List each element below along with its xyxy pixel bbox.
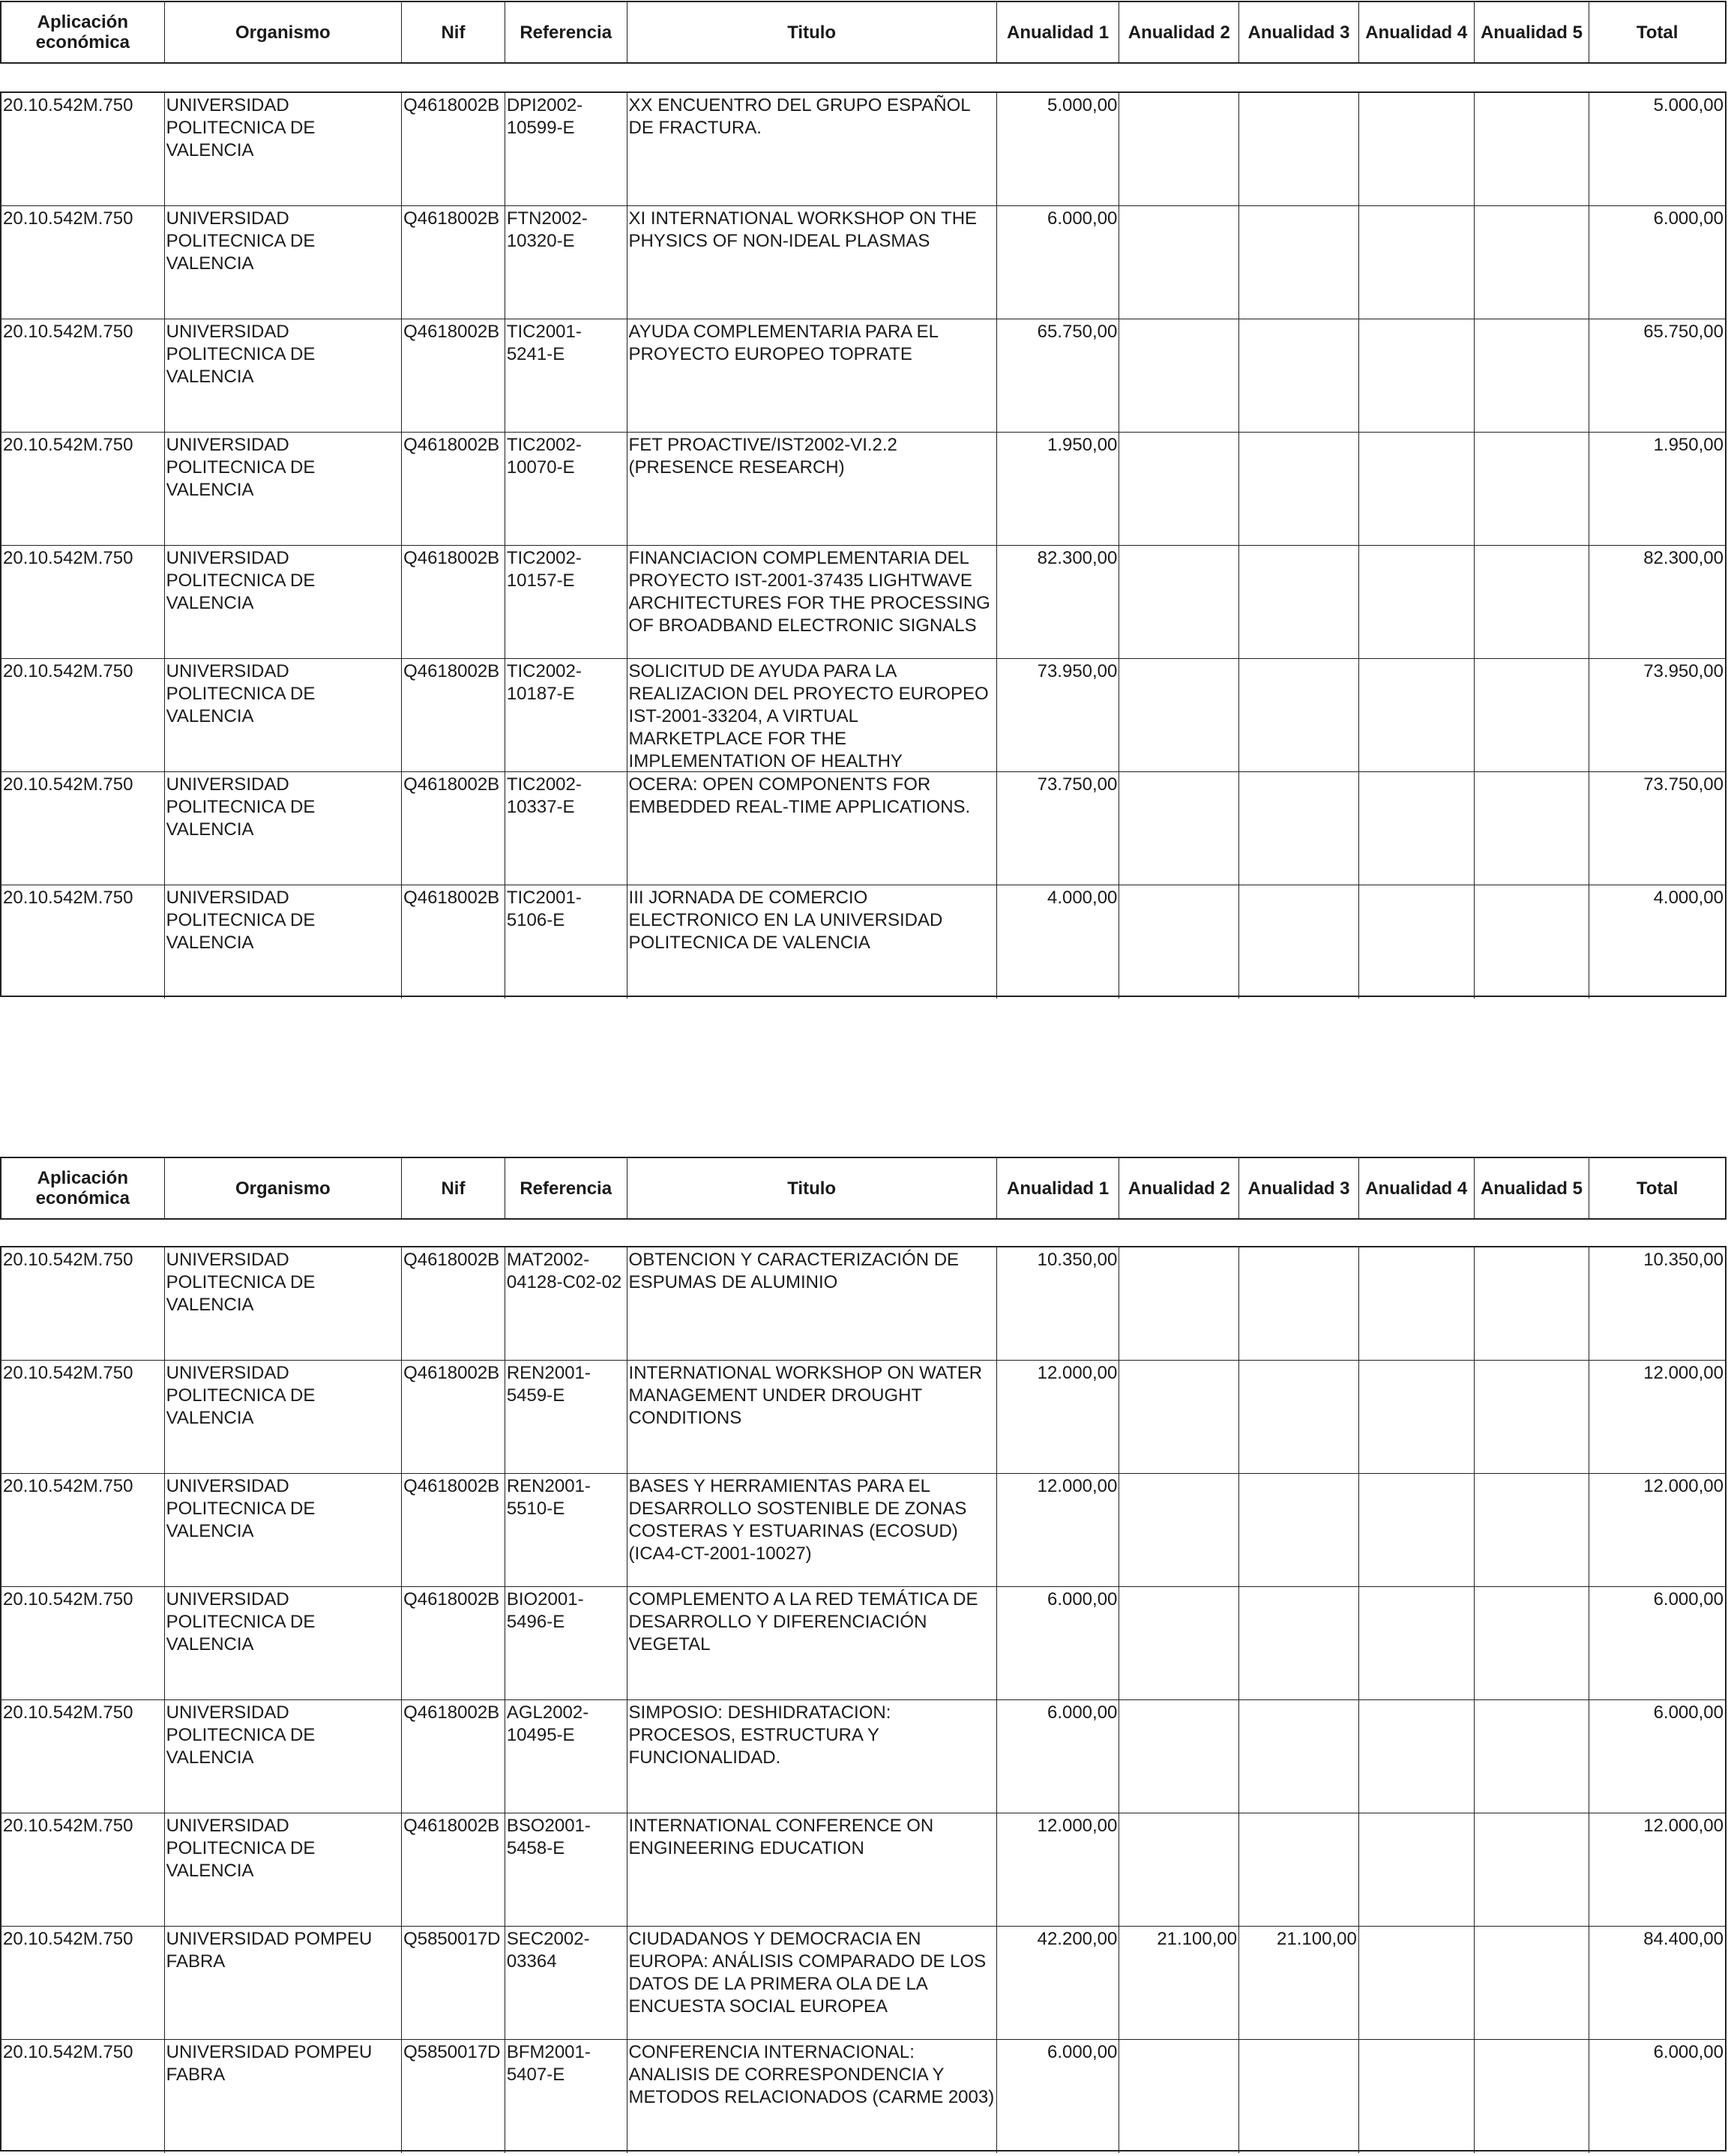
cell-anualidad-5 — [1475, 1247, 1590, 1360]
cell-anualidad-2 — [1119, 772, 1239, 885]
table-row — [1, 1927, 1725, 2040]
header-referencia: Referencia — [505, 1158, 627, 1218]
cell-anualidad-1: 12.000,00 — [997, 1474, 1120, 1586]
cell-anualidad-1: 6.000,00 — [997, 206, 1120, 319]
header-total: Total — [1636, 22, 1679, 43]
cell-anualidad-5 — [1475, 546, 1590, 658]
cell-anualidad-2: 21.100,00 — [1119, 1927, 1239, 2039]
cell-nif: Q4618002B — [402, 1247, 505, 1360]
cell-referencia: TIC2001-5241-E — [505, 319, 627, 432]
cell-referencia: MAT2002-04128-C02-02 — [505, 1247, 627, 1360]
cell-nif: Q5850017D — [402, 2040, 505, 2153]
cell-anualidad-4 — [1359, 1361, 1475, 1473]
cell-anualidad-1: 65.750,00 — [997, 319, 1120, 432]
table-row — [1, 546, 1725, 659]
header-referencia: Referencia — [505, 2, 627, 62]
table-row — [1, 206, 1725, 319]
cell-nif: Q4618002B — [402, 546, 505, 658]
cell-aplicacion: 20.10.542M.750 — [1, 1361, 165, 1473]
cell-anualidad-2 — [1119, 206, 1239, 319]
cell-nif: Q4618002B — [402, 1813, 505, 1926]
cell-titulo: III JORNADA DE COMERCIO ELECTRONICO EN LA UNIVERSIDAD POLITECNICA DE VALENCIA — [627, 885, 997, 999]
header-total: Total — [1636, 1178, 1679, 1199]
cell-aplicacion: 20.10.542M.750 — [1, 1927, 165, 2039]
cell-nif: Q4618002B — [402, 1361, 505, 1473]
cell-aplicacion: 20.10.542M.750 — [1, 1247, 165, 1360]
table-row — [1, 1700, 1725, 1813]
cell-total: 6.000,00 — [1653, 1589, 1724, 1610]
cell-anualidad-3 — [1239, 206, 1359, 319]
cell-nif: Q4618002B — [402, 772, 505, 885]
cell-anualidad-1: 6.000,00 — [997, 1700, 1120, 1813]
cell-anualidad-3 — [1239, 319, 1359, 432]
cell-titulo: BASES Y HERRAMIENTAS PARA EL DESARROLLO SOSTENIBLE DE ZONAS COSTERAS Y ESTUARINAS (ECOSUD)(ICA4-CT-2001-10027) — [627, 1474, 997, 1586]
cell-anualidad-3 — [1239, 1587, 1359, 1699]
header-anualidad-1: Anualidad 1 — [997, 2, 1120, 62]
cell-anualidad-1: 82.300,00 — [997, 546, 1120, 658]
cell-titulo: OBTENCION Y CARACTERIZACIÓN DE ESPUMAS DE ALUMINIO — [627, 1247, 997, 1360]
cell-nif: Q4618002B — [402, 319, 505, 432]
header-anualidad-2: Anualidad 2 — [1119, 1158, 1239, 1218]
cell-anualidad-4 — [1359, 93, 1475, 205]
cell-anualidad-5 — [1475, 1927, 1590, 2039]
table-row — [1, 2040, 1725, 2153]
cell-aplicacion: 20.10.542M.750 — [1, 1474, 165, 1586]
header-anualidad-1: Anualidad 1 — [997, 1158, 1120, 1218]
cell-total: 12.000,00 — [1643, 1476, 1724, 1496]
cell-anualidad-1: 73.750,00 — [997, 772, 1120, 885]
cell-anualidad-5 — [1475, 659, 1590, 771]
cell-anualidad-3 — [1239, 659, 1359, 771]
cell-anualidad-3 — [1239, 772, 1359, 885]
cell-anualidad-5 — [1475, 93, 1590, 205]
cell-organismo: UNIVERSIDAD POLITECNICA DE VALENCIA — [165, 1700, 402, 1813]
cell-referencia: BIO2001-5496-E — [505, 1587, 627, 1699]
cell-anualidad-1: 12.000,00 — [997, 1361, 1120, 1473]
cell-anualidad-4 — [1359, 433, 1475, 545]
table-row — [1, 772, 1725, 885]
cell-total: 6.000,00 — [1653, 1702, 1724, 1723]
cell-total: 6.000,00 — [1653, 208, 1724, 229]
cell-organismo: UNIVERSIDAD POLITECNICA DE VALENCIA — [165, 546, 402, 658]
cell-referencia: REN2001-5459-E — [505, 1361, 627, 1473]
cell-nif: Q4618002B — [402, 93, 505, 205]
cell-referencia: DPI2002-10599-E — [505, 93, 627, 205]
cell-anualidad-3 — [1239, 1361, 1359, 1473]
cell-nif: Q4618002B — [402, 1587, 505, 1699]
cell-organismo: UNIVERSIDAD POLITECNICA DE VALENCIA — [165, 1587, 402, 1699]
cell-referencia: TIC2001-5106-E — [505, 885, 627, 999]
cell-titulo: OCERA: OPEN COMPONENTS FOR EMBEDDED REAL-TIME APPLICATIONS. — [627, 772, 997, 885]
cell-nif: Q4618002B — [402, 659, 505, 771]
cell-titulo: CIUDADANOS Y DEMOCRACIA EN EUROPA: ANÁLISIS COMPARADO DE LOS DATOS DE LA PRIMERA OLA DE LA ENCUESTA SOCIAL EUROPEA — [627, 1927, 997, 2039]
table-row — [1, 1247, 1725, 1361]
header-anualidad-2: Anualidad 2 — [1119, 2, 1239, 62]
cell-organismo: UNIVERSIDAD POLITECNICA DE VALENCIA — [165, 1361, 402, 1473]
cell-titulo: AYUDA COMPLEMENTARIA PARA EL PROYECTO EUROPEO TOPRATE — [627, 319, 997, 432]
cell-anualidad-3: 21.100,00 — [1239, 1927, 1359, 2039]
cell-organismo: UNIVERSIDAD POLITECNICA DE VALENCIA — [165, 433, 402, 545]
table-row — [1, 1813, 1725, 1927]
table-row — [1, 319, 1725, 433]
cell-anualidad-5 — [1475, 433, 1590, 545]
cell-aplicacion: 20.10.542M.750 — [1, 2040, 165, 2153]
cell-aplicacion: 20.10.542M.750 — [1, 319, 165, 432]
table-body-1 — [0, 91, 1727, 997]
cell-aplicacion: 20.10.542M.750 — [1, 433, 165, 545]
cell-aplicacion: 20.10.542M.750 — [1, 1587, 165, 1699]
cell-aplicacion: 20.10.542M.750 — [1, 885, 165, 999]
cell-titulo: COMPLEMENTO A LA RED TEMÁTICA DE DESARROLLO Y DIFERENCIACIÓN VEGETAL — [627, 1587, 997, 1699]
header-nif: Nif — [402, 2, 505, 62]
cell-anualidad-4 — [1359, 659, 1475, 771]
cell-total: 5.000,00 — [1653, 95, 1724, 115]
cell-total: 12.000,00 — [1643, 1816, 1724, 1836]
cell-anualidad-4 — [1359, 206, 1475, 319]
cell-aplicacion: 20.10.542M.750 — [1, 206, 165, 319]
cell-organismo: UNIVERSIDAD POLITECNICA DE VALENCIA — [165, 319, 402, 432]
header-organismo: Organismo — [165, 1158, 402, 1218]
table-row — [1, 659, 1725, 772]
cell-aplicacion: 20.10.542M.750 — [1, 1700, 165, 1813]
cell-aplicacion: 20.10.542M.750 — [1, 1813, 165, 1926]
cell-anualidad-1: 12.000,00 — [997, 1813, 1120, 1926]
cell-titulo: INTERNATIONAL WORKSHOP ON WATER MANAGEMENT UNDER DROUGHT CONDITIONS — [627, 1361, 997, 1473]
cell-anualidad-5 — [1475, 2040, 1590, 2153]
cell-organismo: UNIVERSIDAD POLITECNICA DE VALENCIA — [165, 885, 402, 999]
cell-anualidad-2 — [1119, 659, 1239, 771]
table-row — [1, 885, 1725, 999]
cell-anualidad-3 — [1239, 885, 1359, 999]
cell-referencia: TIC2002-10337-E — [505, 772, 627, 885]
cell-referencia: FTN2002-10320-E — [505, 206, 627, 319]
cell-anualidad-4 — [1359, 1927, 1475, 2039]
cell-anualidad-3 — [1239, 546, 1359, 658]
cell-aplicacion: 20.10.542M.750 — [1, 546, 165, 658]
cell-anualidad-3 — [1239, 93, 1359, 205]
cell-anualidad-3 — [1239, 433, 1359, 545]
cell-anualidad-4 — [1359, 319, 1475, 432]
table-header-1 — [0, 1, 1727, 64]
header-organismo: Organismo — [165, 2, 402, 62]
cell-anualidad-1: 4.000,00 — [997, 885, 1120, 999]
cell-titulo: CONFERENCIA INTERNACIONAL: ANALISIS DE CORRESPONDENCIA Y METODOS RELACIONADOS (CARME 2003) — [627, 2040, 997, 2153]
cell-anualidad-2 — [1119, 2040, 1239, 2153]
cell-organismo: UNIVERSIDAD POMPEU FABRA — [165, 2040, 402, 2153]
cell-anualidad-1: 1.950,00 — [997, 433, 1120, 545]
cell-anualidad-4 — [1359, 1474, 1475, 1586]
cell-total: 1.950,00 — [1653, 435, 1724, 455]
table-body-2 — [0, 1246, 1727, 2152]
cell-anualidad-1: 6.000,00 — [997, 2040, 1120, 2153]
header-anualidad-5: Anualidad 5 — [1475, 1158, 1590, 1218]
cell-anualidad-3 — [1239, 1700, 1359, 1813]
cell-anualidad-4 — [1359, 1700, 1475, 1813]
cell-referencia: TIC2002-10187-E — [505, 659, 627, 771]
cell-anualidad-5 — [1475, 885, 1590, 999]
cell-referencia: SEC2002-03364 — [505, 1927, 627, 2039]
cell-referencia: TIC2002-10157-E — [505, 546, 627, 658]
cell-nif: Q4618002B — [402, 1700, 505, 1813]
cell-nif: Q4618002B — [402, 885, 505, 999]
header-titulo: Titulo — [627, 1158, 997, 1218]
cell-total: 12.000,00 — [1643, 1363, 1724, 1383]
cell-anualidad-2 — [1119, 93, 1239, 205]
cell-referencia: TIC2002-10070-E — [505, 433, 627, 545]
cell-anualidad-3 — [1239, 1813, 1359, 1926]
cell-total: 73.750,00 — [1643, 774, 1724, 795]
cell-anualidad-2 — [1119, 1813, 1239, 1926]
table-row — [1, 1361, 1725, 1474]
cell-organismo: UNIVERSIDAD POLITECNICA DE VALENCIA — [165, 93, 402, 205]
table-row — [1, 93, 1725, 206]
cell-total: 10.350,00 — [1643, 1250, 1724, 1270]
cell-anualidad-4 — [1359, 1813, 1475, 1926]
cell-nif: Q4618002B — [402, 206, 505, 319]
cell-total: 6.000,00 — [1653, 2042, 1724, 2062]
cell-anualidad-2 — [1119, 1474, 1239, 1586]
cell-anualidad-4 — [1359, 885, 1475, 999]
cell-anualidad-5 — [1475, 1700, 1590, 1813]
cell-total: 65.750,00 — [1643, 322, 1724, 342]
cell-anualidad-1: 5.000,00 — [997, 93, 1120, 205]
cell-titulo: SOLICITUD DE AYUDA PARA LA REALIZACION DEL PROYECTO EUROPEO IST-2001-33204, A VIRTUAL MARKETPLACE FOR THE IMPLEMENTATION OF HEALTHY — [627, 659, 997, 771]
cell-anualidad-2 — [1119, 1247, 1239, 1360]
cell-anualidad-5 — [1475, 1474, 1590, 1586]
cell-total: 82.300,00 — [1643, 548, 1724, 568]
cell-anualidad-5 — [1475, 319, 1590, 432]
cell-total: 73.950,00 — [1643, 661, 1724, 681]
cell-anualidad-1: 10.350,00 — [997, 1247, 1120, 1360]
cell-nif: Q4618002B — [402, 1474, 505, 1586]
cell-titulo: FINANCIACION COMPLEMENTARIA DEL PROYECTO IST-2001-37435 LIGHTWAVE ARCHITECTURES FOR THE PROCESSING OF BROADBAND ELECTRONIC SIGNALS — [627, 546, 997, 658]
table-row — [1, 1474, 1725, 1587]
cell-anualidad-4 — [1359, 772, 1475, 885]
cell-titulo: XX ENCUENTRO DEL GRUPO ESPAÑOL DE FRACTURA. — [627, 93, 997, 205]
cell-total: 4.000,00 — [1653, 888, 1724, 908]
cell-anualidad-5 — [1475, 1587, 1590, 1699]
cell-anualidad-3 — [1239, 1474, 1359, 1586]
cell-anualidad-1: 73.950,00 — [997, 659, 1120, 771]
cell-anualidad-4 — [1359, 2040, 1475, 2153]
cell-aplicacion: 20.10.542M.750 — [1, 659, 165, 771]
cell-nif: Q4618002B — [402, 433, 505, 545]
cell-anualidad-2 — [1119, 1700, 1239, 1813]
cell-anualidad-5 — [1475, 772, 1590, 885]
cell-anualidad-2 — [1119, 1587, 1239, 1699]
cell-organismo: UNIVERSIDAD POLITECNICA DE VALENCIA — [165, 772, 402, 885]
cell-organismo: UNIVERSIDAD POMPEU FABRA — [165, 1927, 402, 2039]
cell-anualidad-4 — [1359, 1247, 1475, 1360]
header-titulo: Titulo — [627, 2, 997, 62]
header-anualidad-3: Anualidad 3 — [1239, 1158, 1359, 1218]
cell-anualidad-5 — [1475, 1813, 1590, 1926]
table-row — [1, 433, 1725, 546]
cell-organismo: UNIVERSIDAD POLITECNICA DE VALENCIA — [165, 1813, 402, 1926]
table-row — [1, 1587, 1725, 1700]
cell-anualidad-2 — [1119, 319, 1239, 432]
cell-referencia: REN2001-5510-E — [505, 1474, 627, 1586]
cell-anualidad-1: 6.000,00 — [997, 1587, 1120, 1699]
cell-anualidad-1: 42.200,00 — [997, 1927, 1120, 2039]
cell-referencia: BSO2001-5458-E — [505, 1813, 627, 1926]
cell-anualidad-5 — [1475, 1361, 1590, 1473]
cell-organismo: UNIVERSIDAD POLITECNICA DE VALENCIA — [165, 659, 402, 771]
cell-anualidad-4 — [1359, 1587, 1475, 1699]
cell-total: 84.400,00 — [1643, 1929, 1724, 1949]
cell-titulo: INTERNATIONAL CONFERENCE ON ENGINEERING EDUCATION — [627, 1813, 997, 1926]
table-header-2 — [0, 1157, 1727, 1220]
cell-referencia: BFM2001-5407-E — [505, 2040, 627, 2153]
header-anualidad-4: Anualidad 4 — [1359, 2, 1475, 62]
cell-anualidad-2 — [1119, 1361, 1239, 1473]
header-anualidad-3: Anualidad 3 — [1239, 2, 1359, 62]
cell-anualidad-3 — [1239, 1247, 1359, 1360]
cell-anualidad-2 — [1119, 546, 1239, 658]
cell-referencia: AGL2002-10495-E — [505, 1700, 627, 1813]
cell-organismo: UNIVERSIDAD POLITECNICA DE VALENCIA — [165, 1474, 402, 1586]
cell-aplicacion: 20.10.542M.750 — [1, 93, 165, 205]
cell-anualidad-2 — [1119, 885, 1239, 999]
header-anualidad-5: Anualidad 5 — [1475, 2, 1590, 62]
cell-anualidad-4 — [1359, 546, 1475, 658]
header-nif: Nif — [402, 1158, 505, 1218]
cell-aplicacion: 20.10.542M.750 — [1, 772, 165, 885]
header-anualidad-4: Anualidad 4 — [1359, 1158, 1475, 1218]
cell-organismo: UNIVERSIDAD POLITECNICA DE VALENCIA — [165, 1247, 402, 1360]
cell-nif: Q5850017D — [402, 1927, 505, 2039]
cell-anualidad-2 — [1119, 433, 1239, 545]
cell-organismo: UNIVERSIDAD POLITECNICA DE VALENCIA — [165, 206, 402, 319]
cell-anualidad-5 — [1475, 206, 1590, 319]
cell-titulo: SIMPOSIO: DESHIDRATACION: PROCESOS, ESTRUCTURA Y FUNCIONALIDAD. — [627, 1700, 997, 1813]
cell-titulo: XI INTERNATIONAL WORKSHOP ON THE PHYSICS OF NON-IDEAL PLASMAS — [627, 206, 997, 319]
cell-anualidad-3 — [1239, 2040, 1359, 2153]
header-aplicacion: Aplicación económica — [1, 2, 165, 62]
header-aplicacion: Aplicación económica — [1, 1158, 165, 1218]
cell-titulo: FET PROACTIVE/IST2002-VI.2.2 (PRESENCE RESEARCH) — [627, 433, 997, 545]
